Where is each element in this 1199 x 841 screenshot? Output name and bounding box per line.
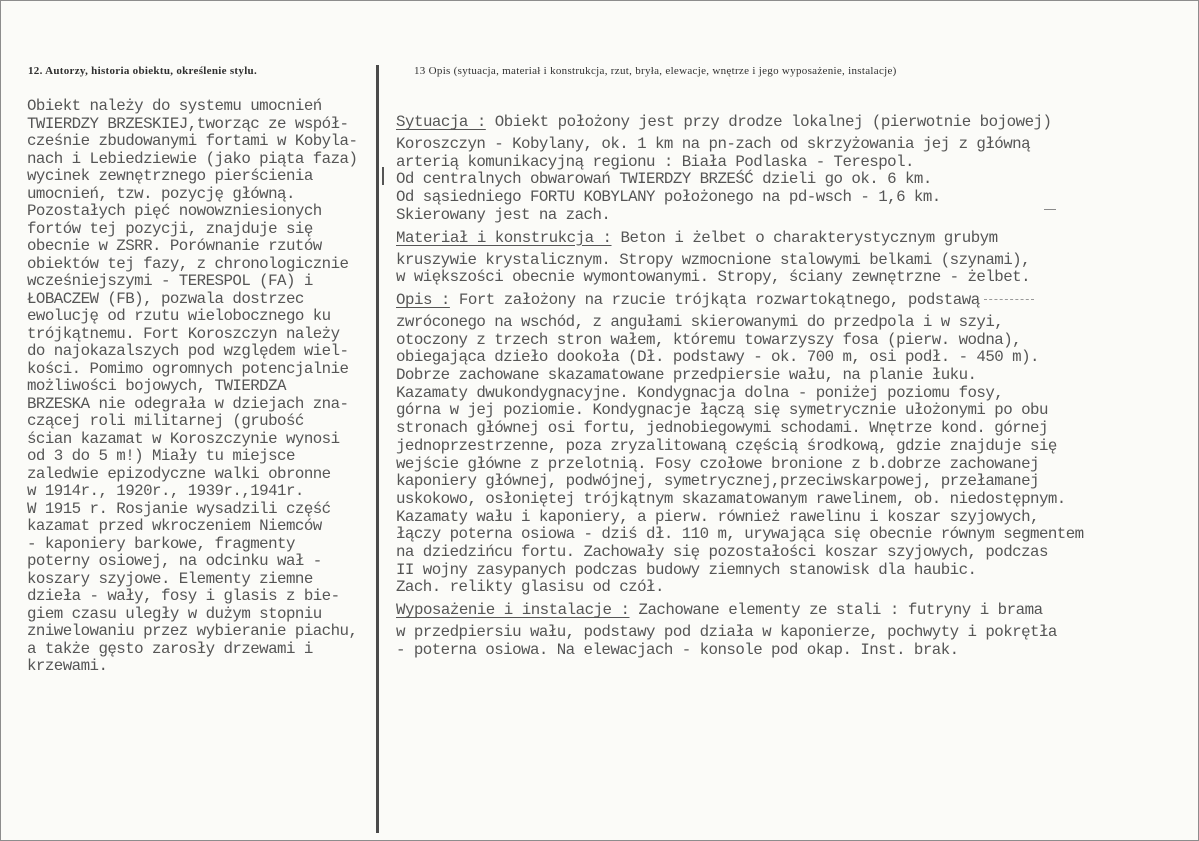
history-line: obecnie w ZSRR. Porównanie rzutów bbox=[27, 237, 322, 255]
history-line: giem czasu uległy w dużym stopniu bbox=[27, 604, 322, 623]
history-line: kazamat przed wkroczeniem Niemców bbox=[27, 517, 322, 535]
section-line: Skierowany jest na zach. bbox=[396, 205, 611, 224]
history-line: umocnień, tzw. pozycję główną. bbox=[27, 184, 295, 203]
section-heading-row bbox=[396, 113, 1186, 131]
section-line: kaponiery głównej, podwójnej, symetrycznej,przeciwskarpowej, przełamanej bbox=[396, 472, 1039, 491]
section-title: Wyposażenie i instalacje : bbox=[396, 601, 630, 620]
history-text-block bbox=[27, 98, 379, 676]
history-line: trójkątnemu. Fort Koroszczyn należy bbox=[27, 324, 340, 343]
history-line: Obiekt należy do systemu umocnień bbox=[27, 97, 322, 115]
history-line: kości. Pomimo ogromnych potencjalnie bbox=[27, 359, 349, 378]
section-heading-row bbox=[396, 229, 1186, 247]
section-line: obiegająca dzieło dookoła (Dł. podstawy - ok. 700 m, osi podł. - 450 m). bbox=[396, 348, 1039, 367]
section-line: Dobrze zachowane skazamatowane przedpiersie wału, na planie łuku. bbox=[396, 366, 977, 385]
history-line: cześnie zbudowanymi fortami w Kobyla- bbox=[27, 132, 358, 150]
section-line: zwróconego na wschód, z angułami skierowanymi do przedpola i w szyi, bbox=[396, 312, 1004, 331]
section-line: kruszywie krystalicznym. Stropy wzmocnione stalowymi belkami (szynami), bbox=[396, 250, 1031, 269]
section-line: Od sąsiedniego FORTU KOBYLANY położonego na pd-wsch - 1,6 km. bbox=[396, 188, 941, 207]
right-column-header: 13 Opis (sytuacja, materiał i konstrukcja, rzut, bryła, elewacje, wnętrze i jego wyposażenie, instalacje) bbox=[414, 65, 897, 77]
section-body bbox=[396, 624, 1186, 659]
section-line: w większości obecnie wymontowanymi. Stropy, ściany zewnętrzne - żelbet. bbox=[396, 268, 1031, 287]
section-lead-text: Obiekt położony jest przy drodze lokalnej (pierwotnie bojowej) bbox=[485, 113, 1052, 131]
left-column-header: 12. Autorzy, historia obiektu, określenie stylu. bbox=[28, 65, 258, 77]
description-section bbox=[396, 229, 1186, 287]
history-line: czącej roli militarnej (grubość bbox=[27, 412, 304, 430]
section-line: Kazamaty wału i kaponiery, a pierw. również rawelinu i koszar szyjowych, bbox=[396, 507, 1039, 526]
history-line: wcześniejszymi - TERESPOL (FA) i bbox=[27, 272, 313, 290]
description-section bbox=[396, 113, 1186, 225]
history-line: zniwelowaniu przez wybieranie piachu, bbox=[27, 622, 358, 640]
section-line: II wojny zasypanych podczas budowy ziemnych stanowisk dla haubic. bbox=[396, 560, 977, 579]
history-line: koszary szyjowe. Elementy ziemne bbox=[27, 569, 313, 588]
section-line: - poterna osiowa. Na elewacjach - konsole pod okap. Inst. brak. bbox=[396, 640, 959, 659]
history-line: obiektów tej fazy, z chronologicznie bbox=[27, 254, 349, 273]
history-line: - kaponiery barkowe, fragmenty bbox=[27, 534, 295, 553]
section-heading-row bbox=[396, 291, 1186, 309]
history-line: TWIERDZY BRZESKIEJ,tworząc ze współ- bbox=[27, 114, 349, 133]
history-line: do najokazalszych pod względem wiel- bbox=[27, 342, 349, 360]
history-line: ścian kazamat w Koroszczynie wynosi bbox=[27, 429, 340, 448]
history-line: krzewami. bbox=[27, 657, 108, 675]
section-line: na dziedzińcu fortu. Zachowały się pozostałości koszar szyjowych, podczas bbox=[396, 543, 1048, 562]
section-heading-row bbox=[396, 601, 1186, 619]
history-line: dzieła - wały, fosy i glasis z bie- bbox=[27, 587, 340, 605]
section-line: w przedpiersiu wału, podstawy pod działa w kaponierze, pochwyty i pokrętła bbox=[396, 623, 1057, 642]
history-line: od 3 do 5 m!) Miały tu miejsce bbox=[27, 447, 295, 465]
section-lead-text: Zachowane elementy ze stali : futryny i brama bbox=[629, 601, 1043, 620]
history-line: fortów tej pozycji, znajduje się bbox=[27, 219, 313, 238]
section-lead-text: Beton i żelbet o charakterystycznym grubym bbox=[611, 228, 998, 247]
section-body bbox=[396, 252, 1186, 287]
history-line: Pozostałych pięć nowowzniesionych bbox=[27, 202, 322, 220]
section-line: łączy poterna osiowa - dziś dł. 110 m, urywająca się obecnie równym segmentem bbox=[396, 525, 1084, 544]
section-lead-text: Fort założony na rzucie trójkąta rozwartokątnego, podstawą bbox=[449, 290, 980, 309]
history-line: ewolucję od rzutu wielobocznego ku bbox=[27, 307, 331, 325]
history-line: BRZESKA nie odegrała w dziejach zna- bbox=[27, 394, 349, 413]
section-title: Opis : bbox=[396, 290, 450, 309]
section-line: Od centralnych obwarowań TWIERDZY BRZEŚĆ dzieli go ok. 6 km. bbox=[396, 170, 932, 189]
section-line: Koroszczyn - Kobylany, ok. 1 km na pn-zach od skrzyżowania jej z główną bbox=[396, 135, 1031, 153]
description-text-block bbox=[396, 113, 1186, 664]
history-line: poterny osiowej, na odcinku wał - bbox=[27, 552, 322, 570]
section-title: Materiał i konstrukcja : bbox=[396, 228, 612, 247]
dashed-line-fill bbox=[984, 299, 1034, 300]
history-line: zaledwie epizodyczne walki obronne bbox=[27, 464, 331, 483]
section-body bbox=[396, 136, 1186, 225]
history-line: możliwości bojowych, TWIERDZA bbox=[27, 377, 286, 395]
section-line: Kazamaty dwukondygnacyjne. Kondygnacja dolna - poniżej poziomu fosy, bbox=[396, 383, 1004, 402]
history-line: nach i Lebiedziewie (jako piąta faza) bbox=[27, 149, 358, 168]
history-line: a także gęsto zarosły drzewami i bbox=[27, 639, 313, 658]
history-line: w 1914r., 1920r., 1939r.,1941r. bbox=[27, 482, 304, 500]
section-line: jednoprzestrzenne, poza zryzalitowaną częścią środkową, gdzie znajduje się bbox=[396, 436, 1057, 455]
section-line: arterią komunikacyjną regionu : Biała Podlaska - Terespol. bbox=[396, 152, 914, 171]
section-line: Zach. relikty glasisu od czół. bbox=[396, 578, 664, 597]
section-line: górna w jej poziomie. Kondygnacje łączą się symetrycznie ułożonymi po obu bbox=[396, 401, 1048, 420]
history-line: wycinek zewnętrznego pierścienia bbox=[27, 167, 313, 185]
section-line: wejście główne z przelotnią. Fosy czołowe bronione z b.dobrze zachowanej bbox=[396, 454, 1039, 473]
description-section bbox=[396, 291, 1186, 597]
history-line: ŁOBACZEW (FB), pozwala dostrzec bbox=[27, 289, 304, 308]
history-line: W 1915 r. Rosjanie wysadzili część bbox=[27, 499, 331, 518]
description-section bbox=[396, 601, 1186, 659]
section-line: stronach głównej osi fortu, jednobiegowymi schodami. Wnętrze kond. górnej bbox=[396, 419, 1048, 438]
section-title: Sytuacja : bbox=[396, 113, 486, 131]
section-body bbox=[396, 314, 1186, 597]
section-line: otoczony z trzech stron wałem, któremu towarzyszy fosa (pierw. wodna), bbox=[396, 330, 1022, 349]
section-line: uskokowo, osłoniętej trójkątnym skazamatowanym rawelinem, ob. niedostępnym. bbox=[396, 489, 1066, 508]
